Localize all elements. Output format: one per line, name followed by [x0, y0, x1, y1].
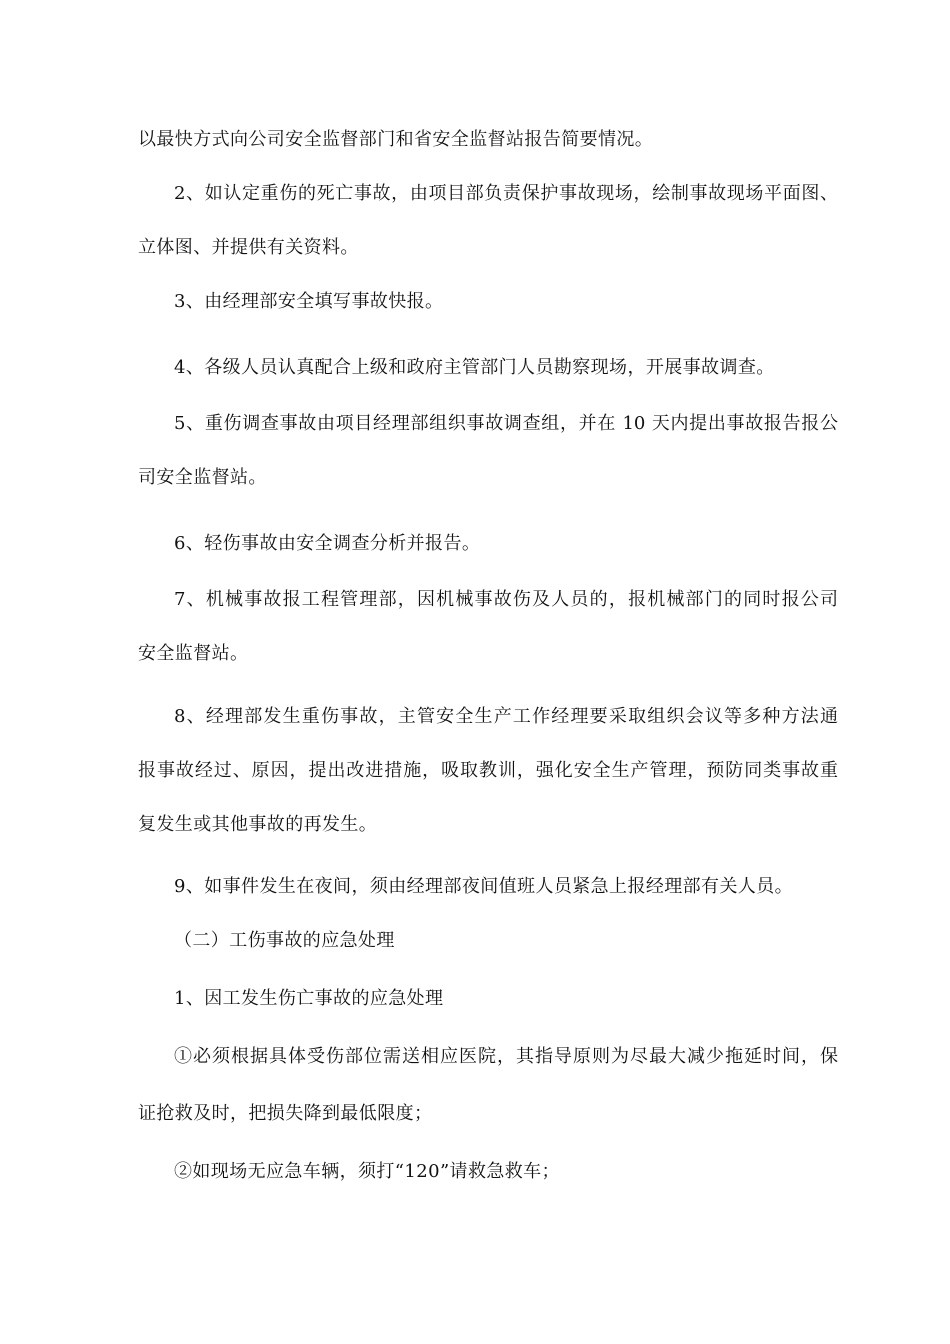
text-line: 5、重伤调查事故由项目经理部组织事故调查组，并在 10 天内提出事故报告报公: [174, 413, 838, 434]
text-line: 复发生或其他事故的再发生。: [138, 814, 378, 835]
text-line: 2、如认定重伤的死亡事故，由项目部负责保护事故现场，绘制事故现场平面图、: [174, 183, 838, 204]
text-line: 7、机械事故报工程管理部，因机械事故伤及人员的，报机械部门的同时报公司: [174, 589, 838, 610]
text-line: 8、经理部发生重伤事故，主管安全生产工作经理要采取组织会议等多种方法通: [174, 706, 838, 727]
section-heading: （二）工伤事故的应急处理: [174, 930, 395, 951]
text-line: 报事故经过、原因，提出改进措施，吸取教训，强化安全生产管理，预防同类事故重: [138, 760, 838, 781]
text-line: 以最快方式向公司安全监督部门和省安全监督站报告简要情况。: [138, 129, 654, 150]
text-line: 立体图、并提供有关资料。: [138, 237, 359, 258]
text-line: 9、如事件发生在夜间，须由经理部夜间值班人员紧急上报经理部有关人员。: [174, 876, 794, 897]
text-line: 4、各级人员认真配合上级和政府主管部门人员勘察现场，开展事故调查。: [174, 357, 775, 378]
text-line: 安全监督站。: [138, 643, 249, 664]
text-line: ①必须根据具体受伤部位需送相应医院，其指导原则为尽最大减少拖延时间，保: [174, 1046, 838, 1067]
text-line: 司安全监督站。: [138, 467, 267, 488]
text-line: 证抢救及时，把损失降到最低限度；: [138, 1103, 433, 1124]
text-line: 3、由经理部安全填写事故快报。: [174, 291, 444, 312]
text-line: ②如现场无应急车辆，须打“120”请救急救车；: [174, 1161, 560, 1182]
subsection-heading: 1、因工发生伤亡事故的应急处理: [174, 988, 444, 1009]
text-line: 6、轻伤事故由安全调查分析并报告。: [174, 533, 481, 554]
